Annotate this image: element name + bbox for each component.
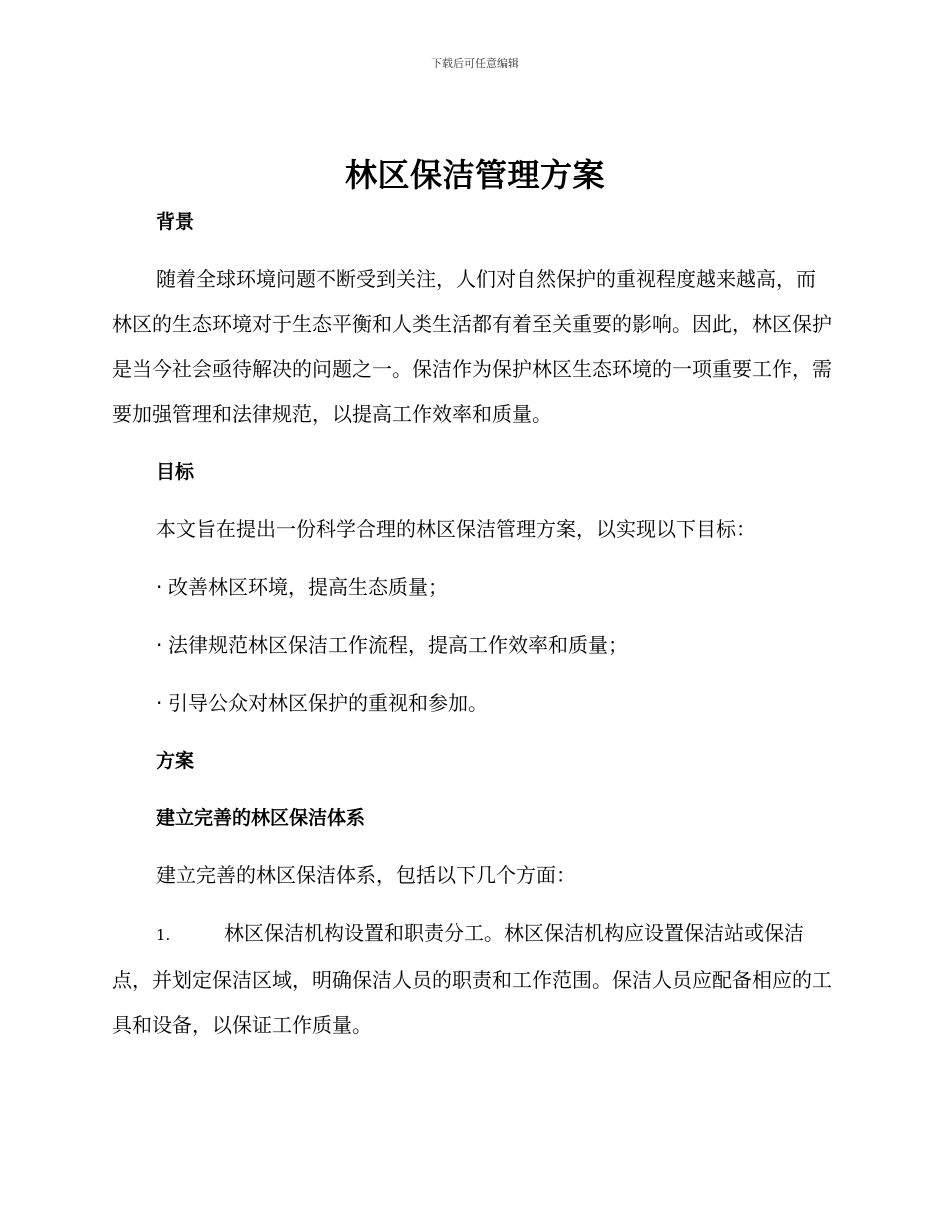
goal-item-text: 引导公众对林区保护的重视和参加。: [168, 691, 488, 715]
numbered-item-text: 林区保洁机构设置和职责分工。林区保洁机构应设置保洁站或保洁点，并划定保洁区域，明确保洁人员的职责和工作范围。保洁人员应配备相应的工具和设备，以保证工作质量。: [112, 921, 832, 1037]
goal-item: [112, 565, 832, 610]
section-heading-background: 背景: [156, 211, 195, 233]
goal-item: [112, 623, 832, 668]
goal-item: [112, 681, 832, 726]
document-title: 林区保洁管理方案: [344, 156, 605, 194]
section-heading-plan: 方案: [156, 750, 195, 772]
header-note: 下载后可任意编辑: [431, 57, 519, 70]
goals-intro: 本文旨在提出一份科学合理的林区保洁管理方案，以实现以下目标：: [156, 517, 756, 541]
goal-item-text: 改善林区环境，提高生态质量；: [168, 575, 448, 599]
document-body: [112, 200, 832, 1048]
goal-item-text: 法律规范林区保洁工作流程，提高工作效率和质量；: [168, 633, 628, 657]
plan-intro: 建立完善的林区保洁体系，包括以下几个方面：: [156, 863, 576, 887]
subsection-heading-cleaning-system: 建立完善的林区保洁体系: [156, 807, 366, 829]
bullet-dot-icon: ·: [156, 633, 163, 657]
background-paragraph: 随着全球环境问题不断受到关注，人们对自然保护的重视程度越来越高，而林区的生态环境对于生态平衡和人类生活都有着至关重要的影响。因此，林区保护是当今社会亟待解决的问题之一。保洁作为保护林区生态环境的一项重要工作，需要加强管理和法律规范，以提高工作效率和质量。: [112, 267, 832, 426]
numbered-item-label: 1.: [156, 926, 171, 944]
bullet-dot-icon: ·: [156, 575, 163, 599]
bullet-dot-icon: ·: [156, 691, 163, 715]
section-heading-goals: 目标: [156, 461, 195, 483]
numbered-item: [112, 911, 832, 1048]
